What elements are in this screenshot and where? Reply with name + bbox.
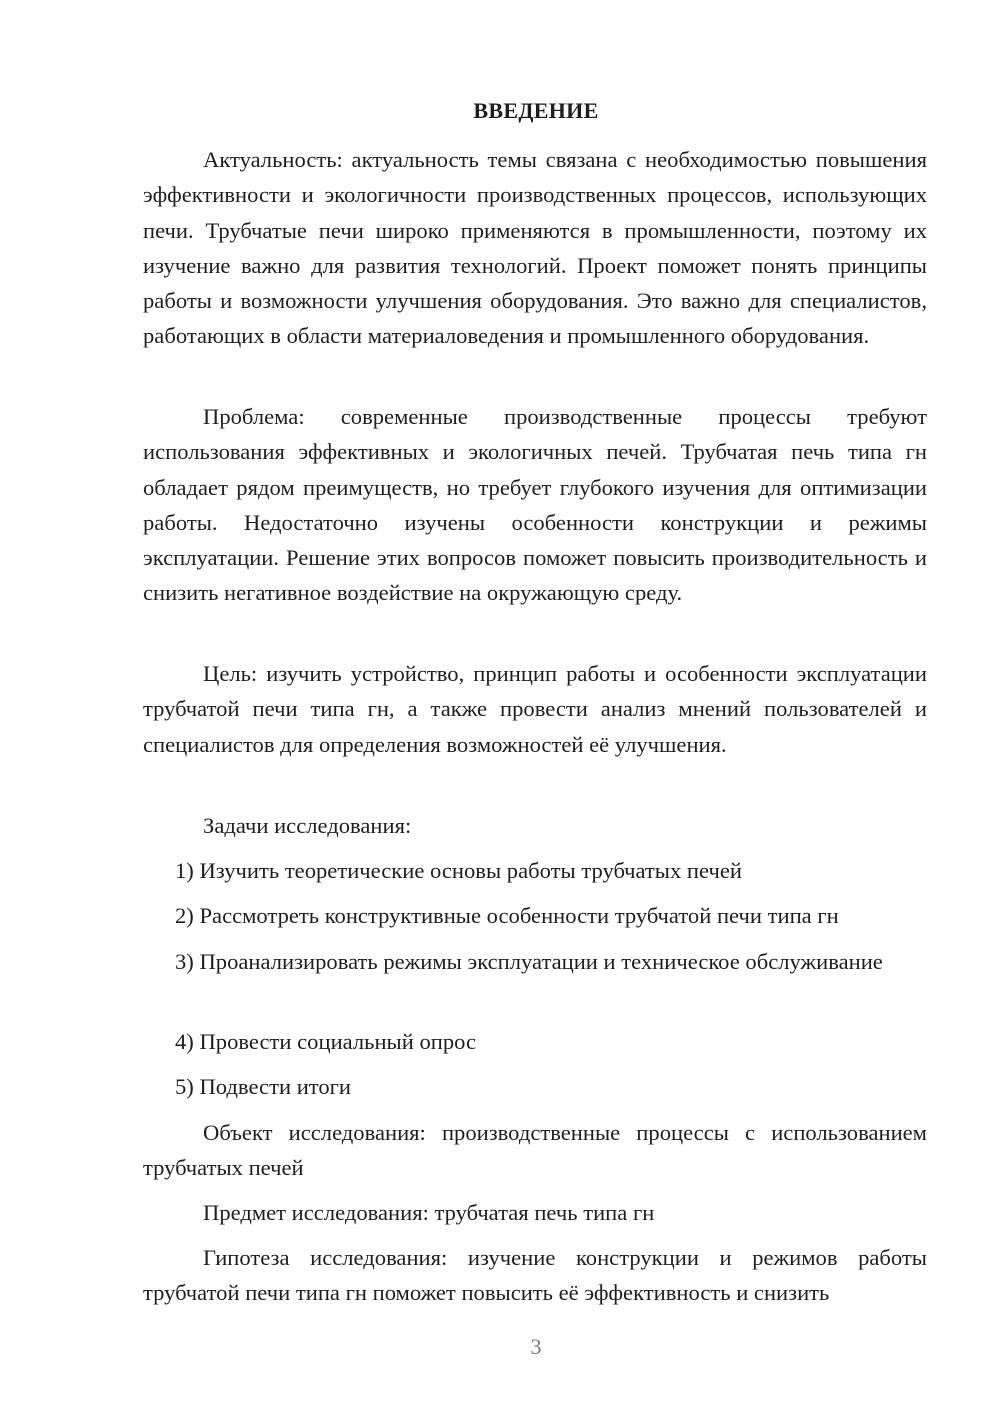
paragraph-hypothesis: Гипотеза исследования: изучение конструкции и режимов работы трубчатой печи типа гн поможет повысить её эффективность и снизить [143, 1245, 927, 1306]
paragraph-relevance: Актуальность: актуальность темы связана с необходимостью повышения эффективности и экологичности производственных процессов, использующих печи. Трубчатые печи широко применяются в промышленности, поэтому их изучение важно для развития технологий. Проект поможет понять принципы работы и возможности улучшения оборудования. Это важно для специалистов, работающих в области материаловедения и промышленного оборудования. [143, 147, 927, 349]
paragraph-subject: Предмет исследования: трубчатая печь типа гн [203, 1200, 655, 1225]
task-item: 2) Рассмотреть конструктивные особенности трубчатой печи типа гн [175, 903, 839, 928]
page-number: 3 [530, 1334, 542, 1359]
task-item: 1) Изучить теоретические основы работы трубчатых печей [175, 858, 742, 883]
task-item: 3) Проанализировать режимы эксплуатации и техническое обслуживание [175, 949, 883, 974]
paragraph-object: Объект исследования: производственные процессы с использованием трубчатых печей [143, 1120, 927, 1181]
paragraph-problem: Проблема: современные производственные процессы требуют использования эффективных и экологичных печей. Трубчатая печь типа гн обладает рядом преимуществ, но требует глубокого изучения для оптимизации работы. Недостаточно изучены особенности конструкции и режимы эксплуатации. Решение этих вопросов поможет повысить производительность и снизить негативное воздействие на окружающую среду. [143, 404, 927, 606]
paragraph-tasks-heading: Задачи исследования: [203, 813, 412, 838]
paragraph-goal: Цель: изучить устройство, принцип работы и особенности эксплуатации трубчатой печи типа гн, а также провести анализ мнений пользователей и специалистов для определения возможностей её улучшения. [143, 661, 927, 757]
task-item: 4) Провести социальный опрос [175, 1029, 477, 1054]
task-item: 5) Подвести итоги [175, 1074, 352, 1099]
section-title: ВВЕДЕНИЕ [473, 98, 599, 123]
